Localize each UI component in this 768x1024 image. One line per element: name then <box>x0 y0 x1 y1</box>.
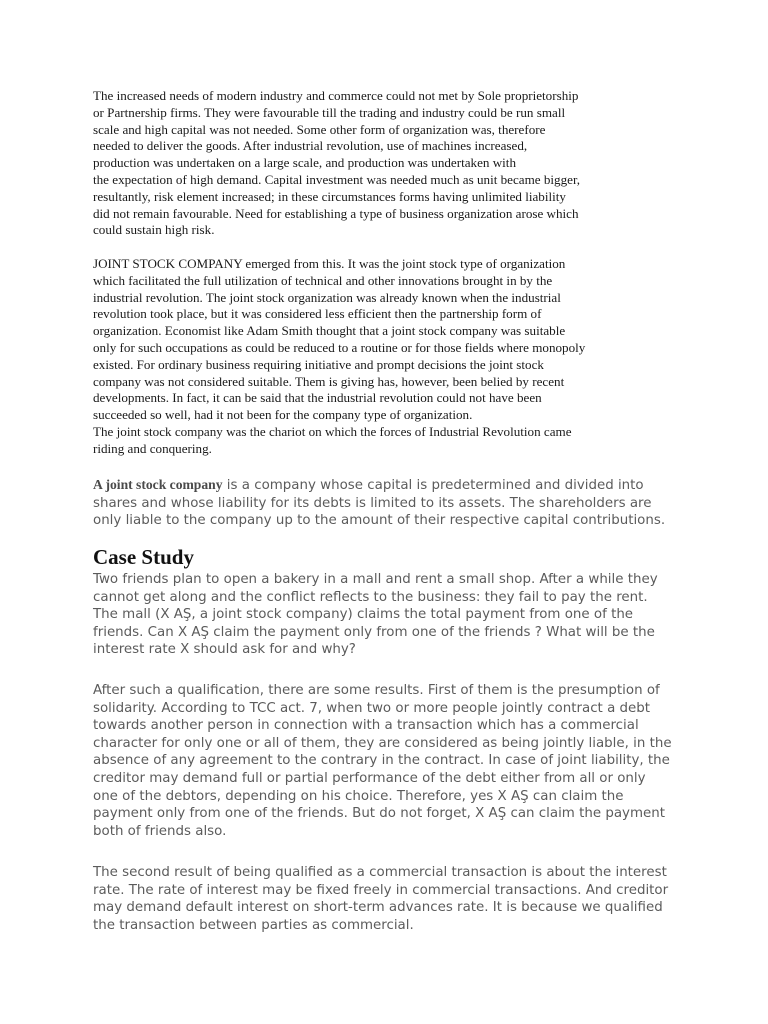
text-line: needed to deliver the goods. After industrial revolution, use of machines increased, <box>93 138 528 154</box>
definition-paragraph <box>93 476 683 530</box>
answer-paragraph-2 <box>93 864 683 934</box>
text-line: which facilitated the full utilization of technical and other innovations brought in by the <box>93 272 553 288</box>
text-line: Two friends plan to open a bakery in a mall and rent a small shop. After a while they <box>93 572 658 587</box>
text-line: friends. Can X AŞ claim the payment only from one of the friends ? What will be the <box>93 624 655 640</box>
text-line: could sustain high risk. <box>93 222 215 238</box>
text-line: may demand default interest on short-term advances rate. It is because we qualified <box>93 900 663 916</box>
text-line: existed. For ordinary business requiring initiative and prompt decisions the joint stock <box>93 356 544 372</box>
text-line: solidarity. According to TCC act. 7, when two or more people jointly contract a debt <box>93 700 651 716</box>
text-line: only liable to the company up to the amount of their respective capital contributions. <box>93 513 666 529</box>
text-line: both of friends also. <box>93 823 227 839</box>
text-line: The mall (X AŞ, a joint stock company) claims the total payment from one of the <box>93 607 634 623</box>
text-line: towards another person in connection with a transaction which has a commercial <box>93 718 639 734</box>
text-line: After such a qualification, there are some results. First of them is the presumption of <box>93 683 660 698</box>
text-line: succeeded so well, had it not been for the company type of organization. <box>93 407 473 423</box>
text-line: company was not considered suitable. Them is giving has, however, been belied by recent <box>93 373 565 389</box>
text-line: character for only one or all of them, they are considered as being jointly liable, in the <box>93 735 672 751</box>
text-line: shares and whose liability for its debts is limited to its assets. The shareholders are <box>93 495 652 511</box>
text-line: cannot get along and the conflict reflects to the business: they fail to pay the rent. <box>93 589 648 605</box>
definition-text: is a company whose capital is predetermined and divided into <box>222 478 644 493</box>
text-line: payment only from one of the friends. But do not forget, X AŞ can claim the payment <box>93 806 665 822</box>
text-line: absence of any agreement to the contrary in the contract. In case of joint liability, the <box>93 753 670 769</box>
joint-stock-paragraph <box>93 256 683 458</box>
case-question-paragraph <box>93 571 683 659</box>
text-line: scale and high capital was not needed. Some other form of organization was, therefore <box>93 121 546 137</box>
definition-term: A joint stock company <box>93 477 223 492</box>
text-line: revolution took place, but it was considered less efficient then the partnership form of <box>93 306 542 322</box>
text-line: riding and conquering. <box>93 440 212 456</box>
text-line: organization. Economist like Adam Smith thought that a joint stock company was suitable <box>93 323 566 339</box>
answer-paragraph-1 <box>93 682 683 840</box>
text-line: the expectation of high demand. Capital investment was needed much as unit became bigger, <box>93 171 581 187</box>
text-line: The increased needs of modern industry and commerce could not met by Sole proprietorship <box>93 88 579 103</box>
text-line: one of the debtors, depending on his choice. Therefore, yes X AŞ can claim the <box>93 788 624 804</box>
text-line: rate. The rate of interest may be fixed freely in commercial transactions. And creditor <box>93 882 669 898</box>
text-line: The joint stock company was the chariot on which the forces of Industrial Revolution came <box>93 423 572 439</box>
text-line: the transaction between parties as commercial. <box>93 917 414 933</box>
text-line: creditor may demand full or partial performance of the debt either from all or only <box>93 770 646 786</box>
case-study-heading: Case Study <box>93 545 194 569</box>
text-line: interest rate X should ask for and why? <box>93 642 356 658</box>
text-line: or Partnership firms. They were favourable till the trading and industry could be run small <box>93 104 566 120</box>
text-line: production was undertaken on a large scale, and production was undertaken with <box>93 155 516 171</box>
text-line: did not remain favourable. Need for establishing a type of business organization arose which <box>93 205 579 221</box>
text-line <box>93 476 683 495</box>
text-line: JOINT STOCK COMPANY emerged from this. It was the joint stock type of organization <box>93 256 566 271</box>
text-line: developments. In fact, it can be said that the industrial revolution could not have been <box>93 390 542 406</box>
text-line: industrial revolution. The joint stock organization was already known when the industrial <box>93 289 561 305</box>
text-line: only for such occupations as could be reduced to a routine or for those fields where monopoly <box>93 339 586 355</box>
text-line: The second result of being qualified as a commercial transaction is about the interest <box>93 865 667 880</box>
intro-paragraph <box>93 88 683 239</box>
text-line: resultantly, risk element increased; in these circumstances forms having unlimited liability <box>93 188 566 204</box>
